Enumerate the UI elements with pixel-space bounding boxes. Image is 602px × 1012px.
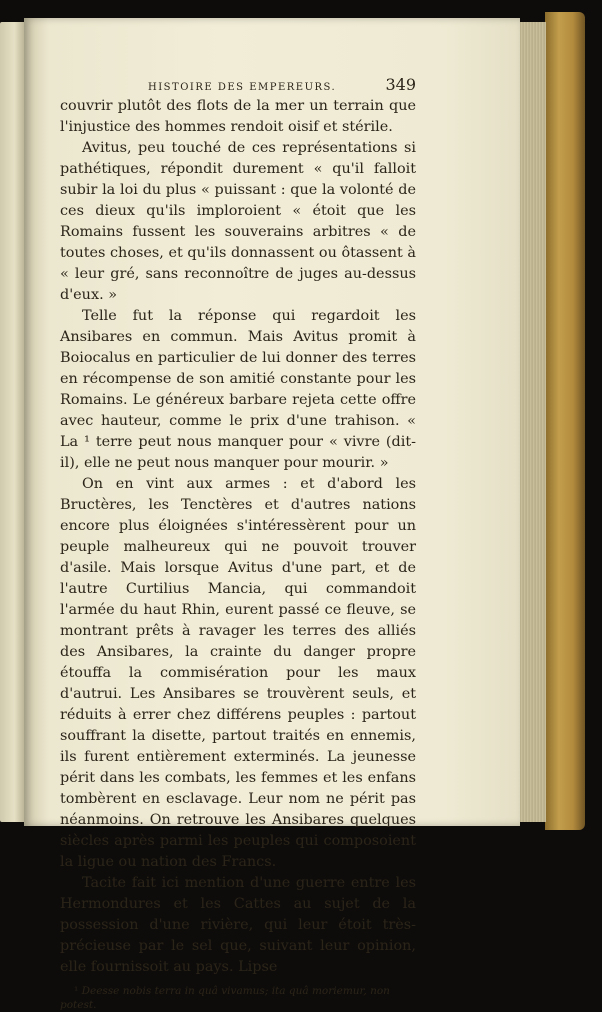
page-text (60, 74, 416, 1012)
paragraph-3: Telle fut la réponse qui regardoit les Ansibares en commun. Mais Avitus promit à Boiocalus en particulier de lui donner des terres en récompense de son amitié constante pour les Romains. Le généreux barbare rejeta cette offre avec hauteur, comme le prix d'une trahison. « La ¹ terre peut nous manquer pour « vivre (dit-il), elle ne peut nous manquer pour mourir. » (60, 308, 416, 471)
footnote-mark: ¹ (74, 985, 79, 997)
previous-page-edge (0, 22, 24, 822)
book-cover (545, 12, 585, 830)
footnote (60, 984, 416, 1012)
running-head: HISTOIRE DES EMPEREURS. (148, 82, 337, 93)
footnote-text: Deesse nobis terra in quâ vivamus; ita quâ moriemur, non potest. (60, 985, 390, 1011)
page-number: 349 (385, 75, 416, 94)
paragraph-2: Avitus, peu touché de ces représentations si pathétiques, répondit durement « qu'il falloit subir la loi du plus « puissant : que la volonté de ces dieux qu'ils imploroient « étoit que les Romains fussent les souverains arbitres « de toutes choses, et qu'ils donnassent ou ôtassent à « leur gré, sans reconnoître de juges au-dessus d'eux. » (60, 140, 416, 303)
paragraph-1: couvrir plutôt des flots de la mer un terrain que l'injustice des hommes rendoit oisif et stérile. (60, 98, 416, 135)
page-header (60, 74, 416, 96)
paragraph-4: On en vint aux armes : et d'abord les Bructères, les Tenctères et d'autres nations encore plus éloignées s'intéressèrent pour un peuple malheureux qui ne pouvoit trouver d'asile. Mais lorsque Avitus d'une part, et de l'autre Curtilius Mancia, qui commandoit l'armée du haut Rhin, eurent passé ce fleuve, se montrant prêts à ravager les terres des alliés des Ansibares, la crainte du danger propre étouffa la commisération pour les maux d'autrui. Les Ansibares se trouvèrent seuls, et réduits à errer chez différens peuples : partout souffrant la disette, partout traités en ennemis, ils furent entièrement exterminés. La jeunesse périt dans les combats, les femmes et les enfans tombèrent en esclavage. Leur nom ne périt pas néanmoins. On retrouve les Ansibares quelques siècles après parmi les peuples qui composoient la ligue ou nation des Francs. (60, 476, 416, 870)
paragraph-5: Tacite fait ici mention d'une guerre entre les Hermondures et les Cattes au sujet de la possession d'une rivière, qui leur étoit très-précieuse par le sel que, suivant leur opinion, elle fournissoit au pays. Lipse (60, 875, 416, 975)
